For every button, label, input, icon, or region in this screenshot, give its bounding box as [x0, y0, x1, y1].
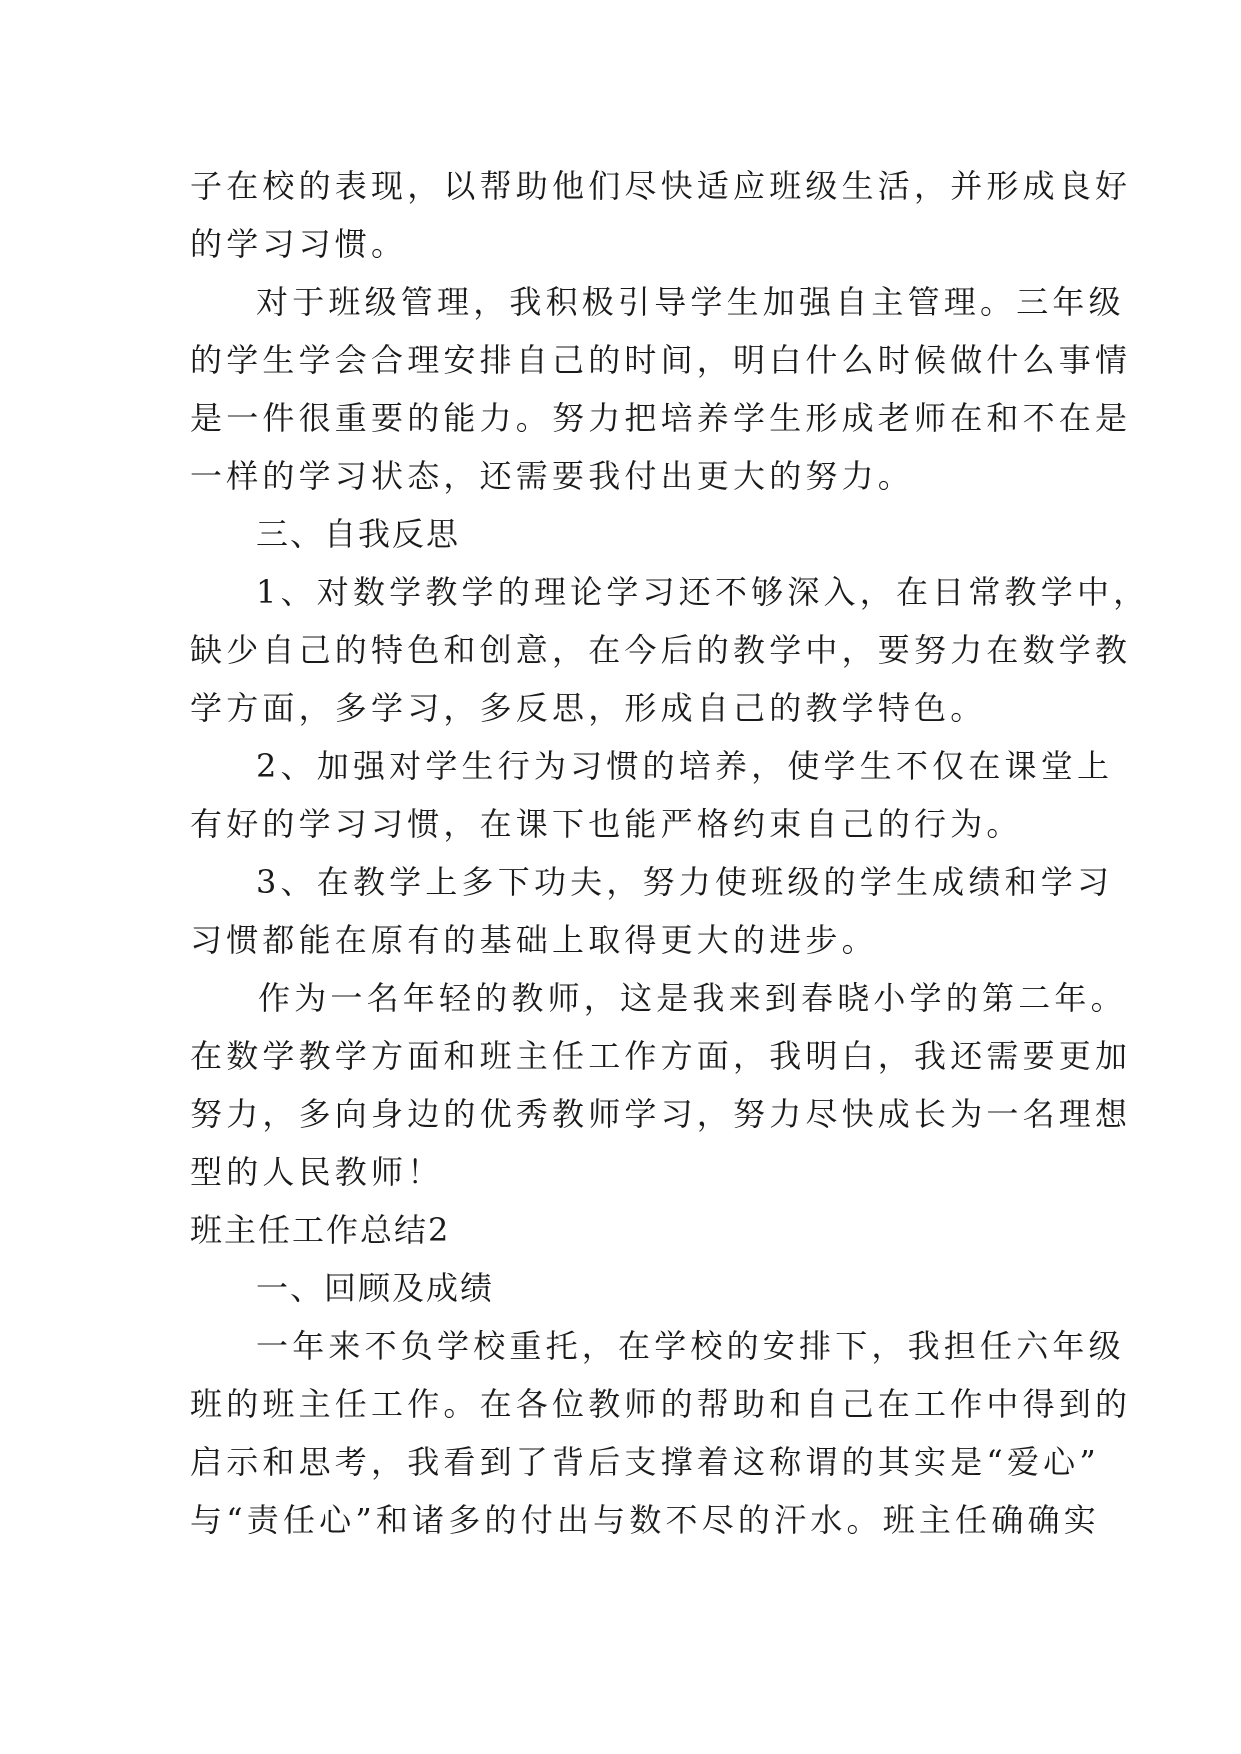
- paragraph-line: 启示和思考，我看到了背后支撑着这称谓的其实是“爱心”: [190, 1443, 1100, 1481]
- paragraph-line: 在数学教学方面和班主任工作方面，我明白，我还需要更加: [190, 1037, 1132, 1075]
- paragraph-line: 习惯都能在原有的基础上取得更大的进步。: [190, 921, 878, 959]
- section-heading: 一、回顾及成绩: [256, 1269, 495, 1307]
- paragraph-line: 的学生学会合理安排自己的时间，明白什么时候做什么事情: [190, 341, 1132, 379]
- paragraph-line: 努力，多向身边的优秀教师学习，努力尽快成长为一名理想: [190, 1095, 1132, 1133]
- paragraph-line: 一样的学习状态，还需要我付出更大的努力。: [190, 457, 915, 495]
- paragraph-line: 的学习习惯。: [190, 225, 408, 263]
- paragraph-line: 与“责任心”和诸多的付出与数不尽的汗水。班主任确确实: [190, 1501, 1100, 1539]
- paragraph-line: 作为一名年轻的教师，这是我来到春晓小学的第二年。: [258, 979, 1127, 1017]
- paragraph-line: 1、对数学教学的理论学习还不够深入，在日常教学中，: [256, 573, 1150, 611]
- paragraph-line: 一年来不负学校重托，在学校的安排下，我担任六年级: [256, 1327, 1125, 1365]
- paragraph-line: 缺少自己的特色和创意，在今后的教学中，要努力在数学教: [190, 631, 1132, 669]
- paragraph-line: 班的班主任工作。在各位教师的帮助和自己在工作中得到的: [190, 1385, 1132, 1423]
- paragraph-line: 子在校的表现，以帮助他们尽快适应班级生活，并形成良好: [190, 167, 1132, 205]
- paragraph-line: 型的人民教师！: [190, 1153, 444, 1191]
- paragraph-line: 2、加强对学生行为习惯的培养，使学生不仅在课堂上: [256, 747, 1114, 785]
- paragraph-line: 学方面，多学习，多反思，形成自己的教学特色。: [190, 689, 987, 727]
- paragraph-line: 对于班级管理，我积极引导学生加强自主管理。三年级: [256, 283, 1125, 321]
- paragraph-line: 有好的学习习惯，在课下也能严格约束自己的行为。: [190, 805, 1023, 843]
- section-heading: 三、自我反思: [256, 515, 461, 553]
- document-title: 班主任工作总结2: [190, 1211, 451, 1249]
- paragraph-line: 是一件很重要的能力。努力把培养学生形成老师在和不在是: [190, 399, 1132, 437]
- paragraph-line: 3、在教学上多下功夫，努力使班级的学生成绩和学习: [256, 863, 1114, 901]
